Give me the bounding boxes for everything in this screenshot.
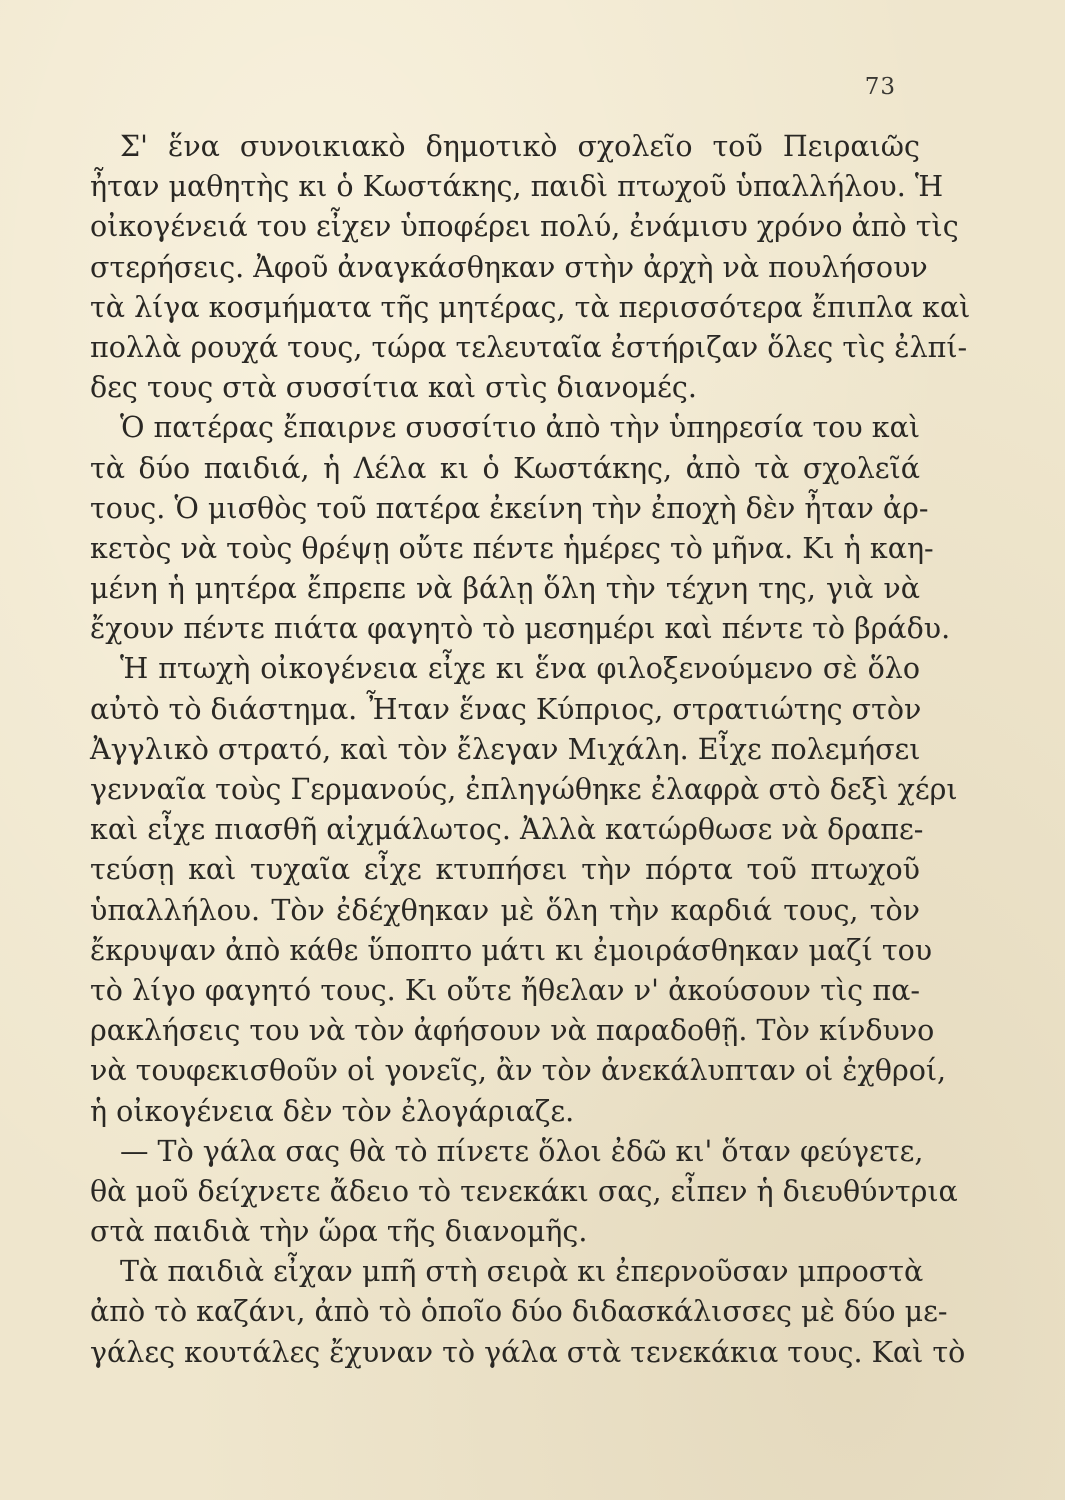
text-line: μένη ἡ μητέρα ἔπρεπε νὰ βάλῃ ὅλη τὴν τέχνη της, γιὰ νὰ <box>90 572 920 606</box>
text-line: τους. Ὁ μισθὸς τοῦ πατέρα ἐκείνη τὴν ἐποχὴ δὲν ἦταν ἀρ- <box>90 491 929 525</box>
text-line: Σ' ἕνα συνοικιακὸ δημοτικὸ σχολεῖο τοῦ Πειραιῶς <box>120 130 920 163</box>
text-line: αὐτὸ τὸ διάστημα. Ἦταν ἕνας Κύπριος, στρατιώτης στὸν <box>90 692 922 726</box>
text-line: Ἀγγλικὸ στρατό, καὶ τὸν ἔλεγαν Μιχάλη. Εἶχε πολεμήσει <box>90 732 921 766</box>
body-text <box>90 127 971 1373</box>
text-line: τεύσῃ καὶ τυχαῖα εἶχε κτυπήσει τὴν πόρτα τοῦ πτωχοῦ <box>90 853 920 887</box>
text-line: δες τους στὰ συσσίτια καὶ στὶς διανομές. <box>90 371 697 405</box>
page-number: 73 <box>864 74 896 100</box>
text-line: στὰ παιδιὰ τὴν ὥρα τῆς διανομῆς. <box>90 1215 588 1249</box>
text-line: καὶ εἶχε πιασθῆ αἰχμάλωτος. Ἀλλὰ κατώρθωσε νὰ δραπε- <box>90 813 924 847</box>
text-line: ἦταν μαθητὴς κι ὁ Κωστάκης, παιδὶ πτωχοῦ ὑπαλλήλου. Ἡ <box>90 170 944 204</box>
text-line: — Τὸ γάλα σας θὰ τὸ πίνετε ὅλοι ἐδῶ κι' ὅταν φεύγετε, <box>120 1134 924 1168</box>
text-line: θὰ μοῦ δείχνετε ἄδειο τὸ τενεκάκι σας, εἶπεν ἡ διευθύντρια <box>90 1174 958 1208</box>
text-line: Τὰ παιδιὰ εἶχαν μπῆ στὴ σειρὰ κι ἐπερνοῦσαν μπροστὰ <box>120 1255 924 1289</box>
text-line: ἀπὸ τὸ καζάνι, ἀπὸ τὸ ὁποῖο δύο διδασκάλισσες μὲ δύο με- <box>90 1295 948 1329</box>
text-line: ἔκρυψαν ἀπὸ κάθε ὕποπτο μάτι κι ἐμοιράσθηκαν μαζί του <box>90 933 933 967</box>
text-line: οἰκογένειά του εἶχεν ὑποφέρει πολύ, ἐνάμισυ χρόνο ἀπὸ τὶς <box>90 210 959 244</box>
text-line: ἡ οἰκογένεια δὲν τὸν ἐλογάριαζε. <box>90 1094 575 1128</box>
text-line: πολλὰ ρουχά τους, τώρα τελευταῖα ἐστήριζαν ὅλες τὶς ἐλπί- <box>90 330 968 364</box>
text-line: Ὁ πατέρας ἔπαιρνε συσσίτιο ἀπὸ τὴν ὑπηρεσία του καὶ <box>120 411 921 445</box>
text-line: κετὸς νὰ τοὺς θρέψῃ οὔτε πέντε ἡμέρες τὸ μῆνα. Κι ἡ καη- <box>90 531 934 565</box>
text-line: ὑπαλλήλου. Τὸν ἐδέχθηκαν μὲ ὅλη τὴν καρδιά τους, τὸν <box>90 893 920 927</box>
text-line: γενναῖα τοὺς Γερμανούς, ἐπληγώθηκε ἐλαφρὰ στὸ δεξὶ χέρι <box>90 773 958 806</box>
text-line: τὰ λίγα κοσμήματα τῆς μητέρας, τὰ περισσότερα ἔπιπλα καὶ <box>90 290 971 324</box>
text-line: τὰ δύο παιδιά, ἡ Λέλα κι ὁ Κωστάκης, ἀπὸ τὰ σχολεῖά <box>90 451 920 485</box>
text-line: ἔχουν πέντε πιάτα φαγητὸ τὸ μεσημέρι καὶ πέντε τὸ βράδυ. <box>90 612 951 646</box>
text-line: νὰ τουφεκισθοῦν οἱ γονεῖς, ἂν τὸν ἀνεκάλυπταν οἱ ἐχθροί, <box>90 1054 947 1088</box>
text-line: γάλες κουτάλες ἔχυναν τὸ γάλα στὰ τενεκάκια τους. Καὶ τὸ <box>90 1335 966 1369</box>
text-line: Ἡ πτωχὴ οἰκογένεια εἶχε κι ἕνα φιλοξενούμενο σὲ ὅλο <box>120 652 920 686</box>
text-line: ρακλήσεις του νὰ τὸν ἀφήσουν νὰ παραδοθῇ. Τὸν κίνδυνο <box>90 1014 935 1048</box>
text-line: στερήσεις. Ἀφοῦ ἀναγκάσθηκαν στὴν ἀρχὴ νὰ πουλήσουν <box>90 250 928 284</box>
text-line: τὸ λίγο φαγητό τους. Κι οὔτε ἤθελαν ν' ἀκούσουν τὶς πα- <box>90 973 920 1007</box>
